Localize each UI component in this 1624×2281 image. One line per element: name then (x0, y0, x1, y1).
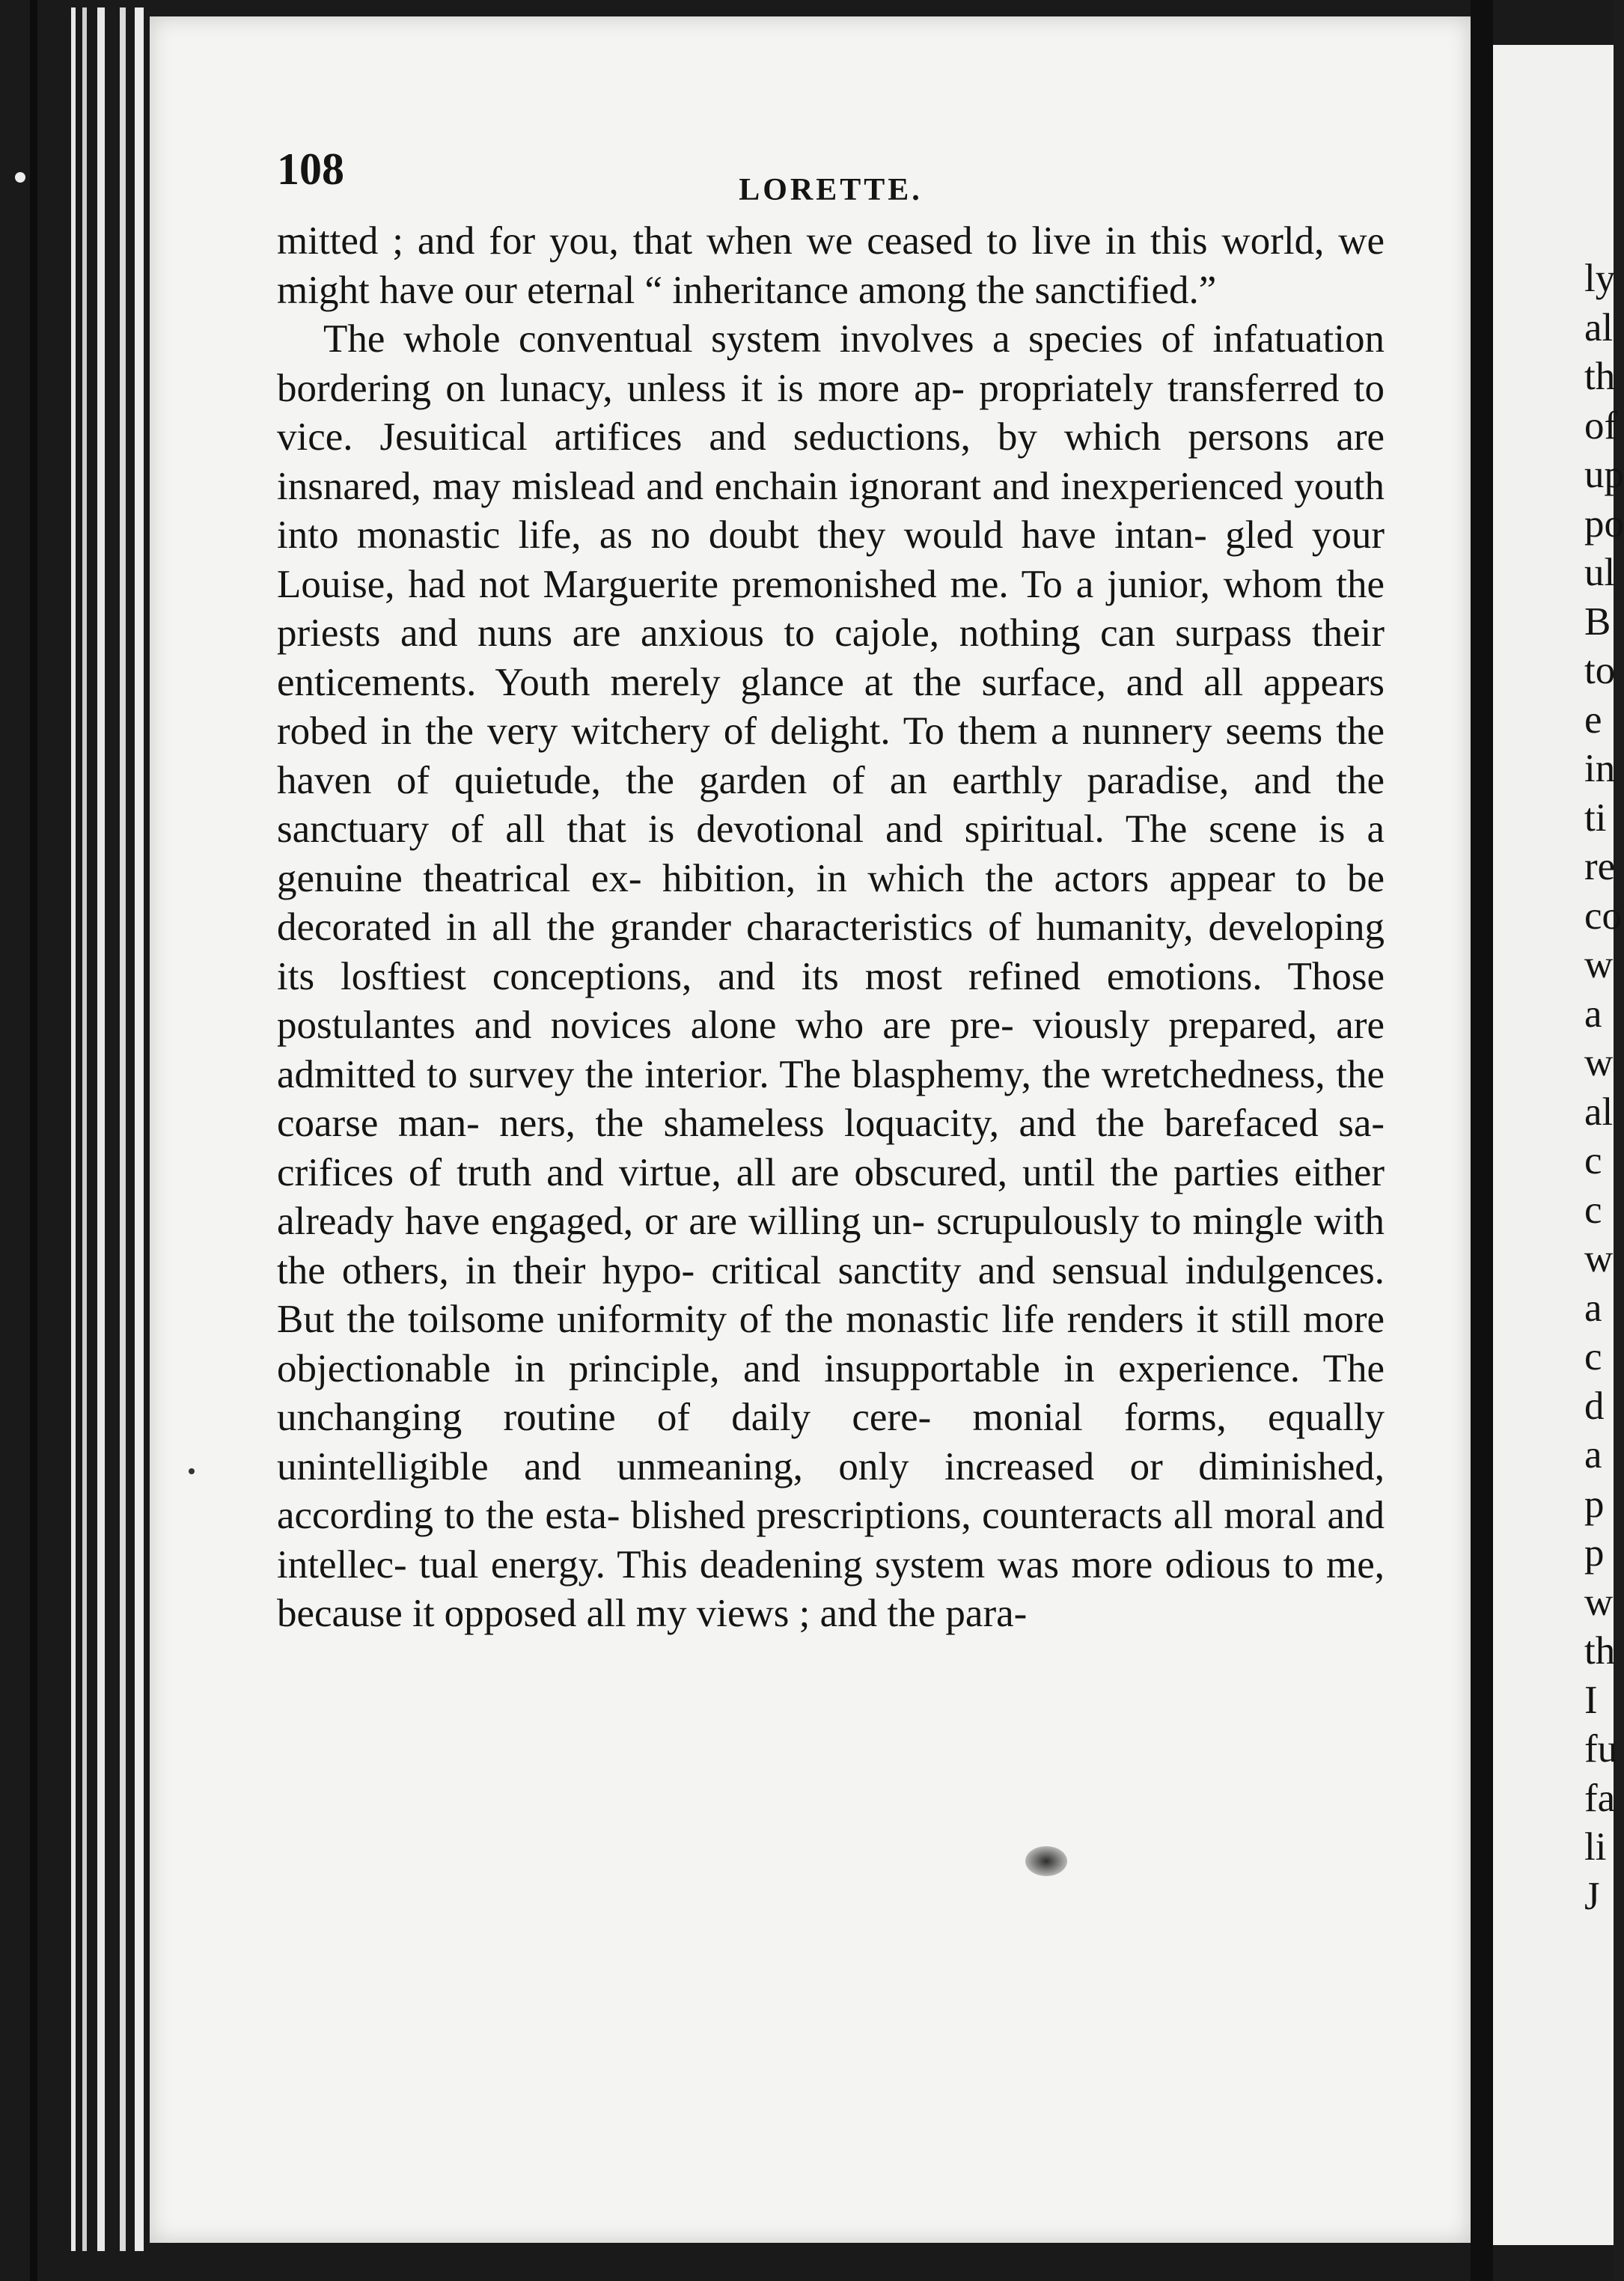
scan-speck (15, 172, 25, 183)
facing-text-fragment: th (1584, 1629, 1616, 1673)
text-line: To a junior, whom the priests and nuns are anxious to (277, 562, 1385, 655)
facing-text-fragment: B (1584, 599, 1611, 644)
facing-text-fragment: w (1584, 1041, 1614, 1084)
text-line: crifices of truth and virtue, all are obscured, until the (277, 1150, 1159, 1194)
facing-text-fragment: a (1584, 1286, 1602, 1330)
paragraph-continuation (277, 217, 1385, 315)
page-stack-edge (82, 7, 87, 2251)
page-stack-edge (97, 7, 105, 2251)
book-gutter (1471, 0, 1493, 2281)
facing-text-fragment: I (1584, 1678, 1598, 1722)
text-line: seems the haven of quietude, the garden of an earthly (277, 709, 1385, 802)
text-line: merely glance at the surface, and all appears robed in (277, 660, 1385, 753)
page-stack-edge (120, 7, 126, 2251)
facing-text-fragment: a (1584, 992, 1602, 1036)
text-line: into monastic life, as no doubt they would have intan- (277, 513, 1207, 557)
facing-text-fragment: fa (1584, 1776, 1616, 1820)
running-head-title: LORETTE. (739, 173, 923, 207)
text-line: this world, we might have our eternal “ inheritance (277, 219, 1385, 312)
text-line: and spiritual. The scene is a genuine theatrical ex- (277, 807, 1385, 900)
facing-text-fragment: c (1584, 1139, 1602, 1182)
text-line: critical sanctity and sensual indulgences. But the (277, 1248, 1385, 1341)
binding-shadow (30, 0, 37, 2281)
text-line: its losftiest conceptions, and its most refined emotions. (277, 954, 1263, 998)
page-content (277, 127, 1385, 1639)
scan-speck (189, 1468, 195, 1474)
body-text (277, 217, 1385, 1639)
facing-text-fragment: th (1584, 355, 1616, 398)
text-line: monial forms, equally unintelligible and unmeaning, (277, 1396, 1385, 1488)
facing-text-fragment: up (1584, 453, 1624, 496)
facing-page (1493, 45, 1624, 2245)
text-line: paradise, and the sanctuary of all that is devotional (277, 758, 1385, 851)
page-number: 108 (277, 144, 344, 194)
page-stack-edge (135, 7, 144, 2251)
text-line: to me, because it opposed all my views ; and the para- (277, 1542, 1385, 1635)
text-line: experience. The unchanging routine of daily cere- (277, 1346, 1385, 1439)
facing-text-fragment: fu (1584, 1727, 1618, 1771)
text-line: viously prepared, are admitted to survey the interior. (277, 1004, 1385, 1096)
text-line: hibition, in which the actors appear to be decorated in (277, 856, 1385, 949)
facing-text-fragment: J (1584, 1874, 1600, 1918)
facing-text-fragment: w (1584, 1237, 1614, 1280)
facing-text-fragment: in (1584, 747, 1616, 790)
text-line: The blasphemy, the wretchedness, the coarse man- (277, 1052, 1385, 1145)
facing-text-fragment: w (1584, 1580, 1614, 1624)
running-head (277, 127, 1385, 217)
facing-text-fragment: d (1584, 1384, 1605, 1428)
page-stack-edge (71, 7, 76, 2251)
facing-text-fragment: w (1584, 943, 1614, 986)
facing-text-fragment: re (1584, 845, 1616, 888)
text-line: more objectionable in principle, and insupportable in (277, 1298, 1385, 1390)
text-line: tual energy. This deadening system was more odious (419, 1542, 1272, 1587)
facing-text-fragment: al (1584, 305, 1614, 349)
facing-text-fragment: p (1584, 1482, 1605, 1526)
facing-text-fragment: al (1584, 1090, 1614, 1134)
text-line: the very witchery of delight. To them a nunnery (425, 709, 1212, 753)
facing-text-fragment: po (1584, 501, 1624, 546)
facing-text-fragment: ly (1584, 257, 1616, 300)
text-line: blished prescriptions, counteracts all moral and intellec- (277, 1494, 1385, 1587)
paragraph (277, 315, 1385, 1639)
text-line: only increased or diminished, according to the esta- (277, 1444, 1385, 1537)
facing-text-fragment: c (1584, 1188, 1602, 1232)
text-line: propriately transferred to vice. Jesuitical artifices (277, 366, 1385, 459)
facing-text-fragment: e (1584, 697, 1602, 742)
facing-text-fragment: ul (1584, 551, 1616, 594)
book-page (150, 16, 1471, 2243)
text-line: gled your Louise, had not Marguerite premonished me. (277, 513, 1385, 606)
text-line: and seductions, by which persons are insnared, may (277, 415, 1385, 508)
text-line: infatuation bordering on lunacy, unless it is more ap- (277, 317, 1385, 410)
text-line: mitted ; and for you, that when we ceased to live in (277, 219, 1137, 263)
facing-text-fragment: ti (1584, 796, 1607, 840)
text-line: ners, the shameless loquacity, and the barefaced sa- (499, 1102, 1385, 1145)
facing-text-fragment: a (1584, 1433, 1602, 1477)
text-line: scrupulously to mingle with the others, in their hypo- (277, 1200, 1385, 1292)
text-line: parties either already have engaged, or are willing un- (277, 1150, 1385, 1243)
ink-blot (1025, 1846, 1067, 1876)
facing-text-fragment: li (1584, 1825, 1607, 1869)
facing-page-text (1584, 254, 1624, 1921)
text-line: mislead and enchain ignorant and inexperienced youth (511, 464, 1385, 508)
text-line: all the grander characteristics of humanity, developing (492, 906, 1385, 949)
facing-text-fragment: c (1584, 1335, 1602, 1378)
text-line: toilsome uniformity of the monastic life renders it still (407, 1298, 1291, 1341)
text-line: among the sanctified.” (858, 268, 1217, 312)
facing-text-fragment: co (1584, 894, 1623, 938)
facing-text-fragment: of (1584, 403, 1618, 448)
facing-text-fragment: p (1584, 1531, 1605, 1575)
text-line: The whole conventual system involves a species of (323, 317, 1194, 361)
text-line: Those postulantes and novices alone who are pre- (277, 954, 1385, 1047)
facing-text-fragment: to (1584, 649, 1616, 692)
text-line: cajole, nothing can surpass their enticements. Youth (277, 611, 1385, 704)
